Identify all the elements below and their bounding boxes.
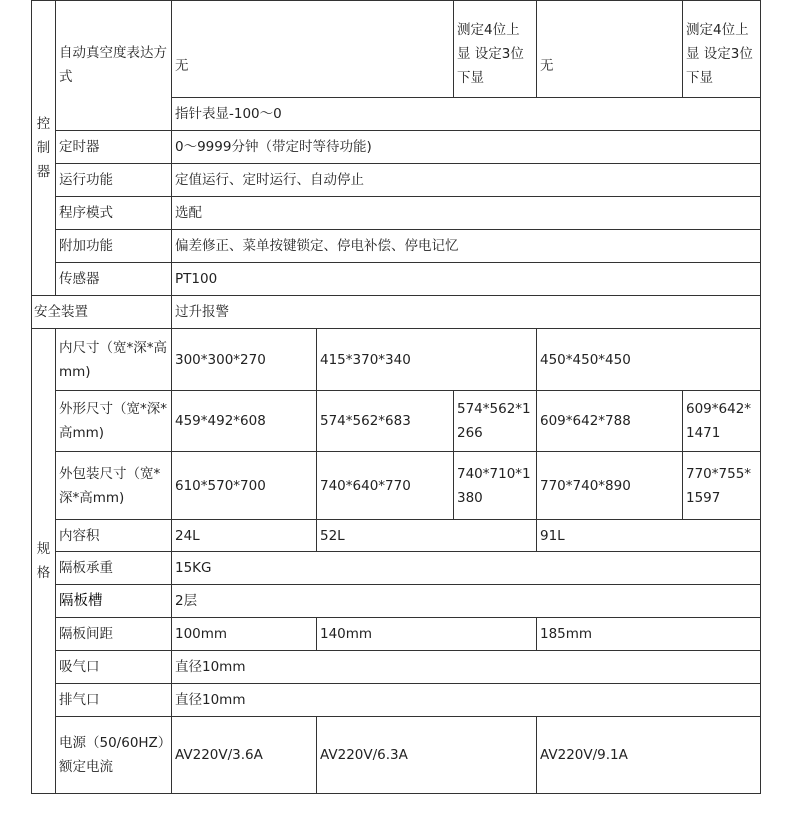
pack-size-cell: 740*640*770	[317, 452, 454, 520]
table-row	[32, 329, 761, 391]
extra-value: 偏差修正、菜单按键锁定、停电补偿、停电记忆	[172, 230, 761, 263]
intake-label: 吸气口	[56, 651, 172, 684]
volume-cell: 91L	[537, 520, 761, 552]
table-row	[32, 452, 761, 520]
spacing-cell: 100mm	[172, 618, 317, 651]
intake-value: 直径10mm	[172, 651, 761, 684]
timer-label: 定时器	[56, 131, 172, 164]
run-value: 定值运行、定时运行、自动停止	[172, 164, 761, 197]
table-row	[32, 552, 761, 585]
outer-size-cell: 574*562*1266	[454, 391, 537, 452]
load-value: 15KG	[172, 552, 761, 585]
display-label: 自动真空度表达方式	[56, 1, 172, 131]
display-none-cell: 无	[172, 1, 454, 98]
table-row	[32, 131, 761, 164]
power-cell: AV220V/6.3A	[317, 717, 537, 794]
spacing-label: 隔板间距	[56, 618, 172, 651]
outer-size-label: 外形尺寸（宽*深*高mm)	[56, 391, 172, 452]
extra-label: 附加功能	[56, 230, 172, 263]
run-label: 运行功能	[56, 164, 172, 197]
outer-size-cell: 459*492*608	[172, 391, 317, 452]
power-label: 电源（50/60HZ）额定电流	[56, 717, 172, 794]
group-controller	[32, 1, 56, 296]
pack-size-cell: 770*755*1597	[683, 452, 761, 520]
table-row	[32, 1, 761, 98]
group-char: 制	[36, 140, 51, 156]
volume-cell: 52L	[317, 520, 537, 552]
table-row	[32, 651, 761, 684]
timer-value: 0〜9999分钟（带定时等待功能)	[172, 131, 761, 164]
group-char: 器	[36, 164, 51, 180]
table-row	[32, 684, 761, 717]
pack-size-cell: 770*740*890	[537, 452, 683, 520]
table-row	[32, 520, 761, 552]
display-pointer-cell: 指针表显-100〜0	[172, 98, 761, 131]
volume-label: 内容积	[56, 520, 172, 552]
spacing-cell: 140mm	[317, 618, 537, 651]
exhaust-value: 直径10mm	[172, 684, 761, 717]
spec-table	[31, 0, 761, 794]
pack-size-cell: 740*710*1380	[454, 452, 537, 520]
safety-value: 过升报警	[172, 296, 761, 329]
display-measure-cell: 测定4位上显 设定3位下显	[454, 1, 537, 98]
outer-size-cell: 609*642*1471	[683, 391, 761, 452]
pack-size-label: 外包装尺寸（宽*深*高mm)	[56, 452, 172, 520]
pack-size-cell: 610*570*700	[172, 452, 317, 520]
table-row	[32, 263, 761, 296]
sensor-value: PT100	[172, 263, 761, 296]
exhaust-label: 排气口	[56, 684, 172, 717]
slot-label: 隔板槽	[56, 585, 172, 618]
table-row	[32, 197, 761, 230]
inner-size-cell: 415*370*340	[317, 329, 537, 391]
inner-size-cell: 300*300*270	[172, 329, 317, 391]
table-row	[32, 391, 761, 452]
table-row	[32, 717, 761, 794]
group-char: 格	[36, 565, 51, 581]
table-row	[32, 296, 761, 329]
power-cell: AV220V/3.6A	[172, 717, 317, 794]
outer-size-cell: 574*562*683	[317, 391, 454, 452]
group-spec	[32, 329, 56, 794]
group-char: 控	[36, 116, 51, 132]
volume-cell: 24L	[172, 520, 317, 552]
table-row	[32, 230, 761, 263]
group-char: 规	[36, 541, 51, 557]
slot-value: 2层	[172, 585, 761, 618]
program-label: 程序模式	[56, 197, 172, 230]
inner-size-cell: 450*450*450	[537, 329, 761, 391]
load-label: 隔板承重	[56, 552, 172, 585]
sensor-label: 传感器	[56, 263, 172, 296]
spacing-cell: 185mm	[537, 618, 761, 651]
display-none-cell: 无	[537, 1, 683, 98]
display-measure-cell: 测定4位上显 设定3位下显	[683, 1, 761, 98]
table-row	[32, 164, 761, 197]
power-cell: AV220V/9.1A	[537, 717, 761, 794]
inner-size-label: 内尺寸（宽*深*高mm)	[56, 329, 172, 391]
program-value: 选配	[172, 197, 761, 230]
outer-size-cell: 609*642*788	[537, 391, 683, 452]
table-row	[32, 618, 761, 651]
table-row	[32, 585, 761, 618]
safety-label: 安全装置	[32, 296, 172, 329]
